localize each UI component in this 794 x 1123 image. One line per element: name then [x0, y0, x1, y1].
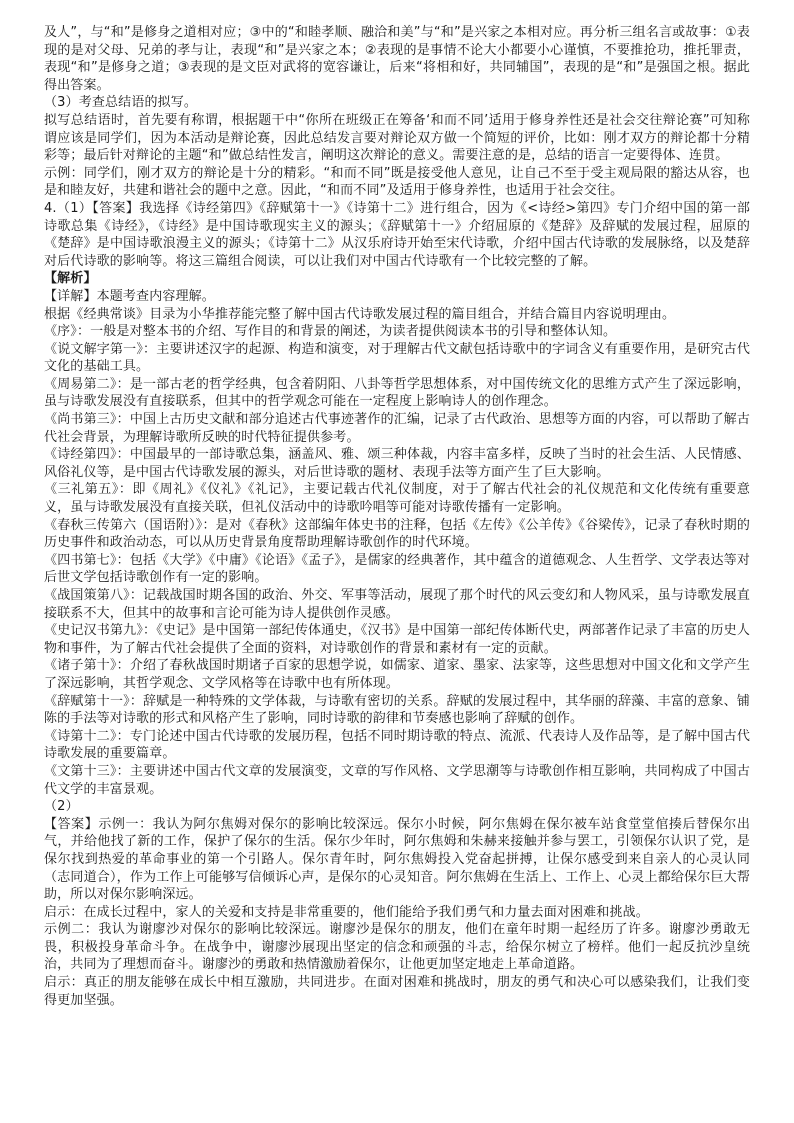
paragraph: 示例二：我认为谢廖沙对保尔的影响比较深远。谢廖沙是保尔的朋友，他们在童年时期一起经历了许多。谢廖沙勇敢无畏，积极投身革命斗争。在战争中，谢廖沙展现出坚定的信念和顽强的斗志，给保尔树立了榜样。他们一起反抗沙皇统治，共同为了理想而奋斗。谢廖沙的勇敢和热情激励着保尔，让他更加坚定地走上革命道路。: [44, 922, 750, 973]
paragraph: （2）: [44, 799, 79, 815]
paragraph: 《周易第二》：是一部古老的哲学经典，包含着阴阳、八卦等哲学思想体系，对中国传统文化的思维方式产生了深远影响，虽与诗歌发展没有直接联系，但其中的哲学观念可能在一定程度上影响诗人的创作理念。: [44, 376, 750, 410]
paragraph: 启示：在成长过程中，家人的关爱和支持是非常重要的，他们能给予我们勇气和力量去面对困难和挑战。: [44, 904, 649, 920]
paragraph: 《战国策第八》：记载战国时期各国的政治、外交、军事等活动，展现了那个时代的风云变幻和人物风采，虽与诗歌发展直接联系不大，但其中的故事和言论可能为诗人提供创作灵感。: [44, 588, 750, 621]
paragraph: 《春秋三传第六（国语附）》：是对《春秋》这部编年体史书的注释，包括《左传》《公羊传》《谷梁传》，记录了春秋时期的历史事件和政治动态，可以从历史背景角度帮助理解诗歌创作的时代环境。: [44, 517, 750, 551]
paragraph: 及人”，与“和”是修身之道相对应；③中的“和睦孝顺、融洽和美”与“和”是兴家之本相对应。再分析三组名言或故事：①表现的是对父母、兄弟的孝与让，表现“和”是兴家之本；②表现的是事情不论大小都要小心谨慎，不要推抢功，推托罪责，表现“和”是修身之道；③表现的是文臣对武将的宽容谦让，后来“将相和好，共同辅国”，表现的是“和”是强国之根。据此得出答案。: [44, 25, 750, 93]
paragraph: 《三礼第五》：即《周礼》《仪礼》《礼记》，主要记载古代礼仪制度，对于了解古代社会的礼仪规范和文化传统有重要意义，虽与诗歌发展没有直接关联，但礼仪活动中的诗歌吟唱等可能对诗歌传播有一定影响。: [44, 482, 750, 516]
paragraph: 《说文解字第一》：主要讲述汉字的起源、构造和演变，对于理解古代文献包括诗歌中的字词含义有重要作用，是研究古代文化的基础工具。: [44, 341, 750, 375]
paragraph: 根据《经典常谈》目录为小华推荐能完整了解中国古代诗歌发展过程的篇目组合，并结合篇目内容说明理由。: [44, 306, 676, 322]
paragraph: 【详解】本题考查内容理解。: [44, 288, 215, 304]
paragraph: 4.（1）【答案】我选择《诗经第四》《辞赋第十一》《诗第十二》进行组合，因为《<诗经>第四》专门介绍中国的第一部诗歌总集《诗经》，《诗经》是中国诗歌现实主义的源头；《辞赋第十一》介绍屈原的《楚辞》及辞赋的发展过程，屈原的《楚辞》是中国诗歌浪漫主义的源头；《诗第十二》从汉乐府诗开始至宋代诗歌，介绍中国古代诗歌的发展脉络，以及楚辞对后代诗歌的影响等。将这三篇组合阅读，可以让我们对中国古代诗歌有一个比较完整的了解。: [44, 200, 750, 269]
paragraph: 《诸子第十》：介绍了春秋战国时期诸子百家的思想学说，如儒家、道家、墨家、法家等，这些思想对中国文化和文学产生了深远影响，其哲学观念、文学风格等在诗歌中也有所体现。: [44, 658, 750, 691]
paragraph: 《文第十三》：主要讲述中国古代文章的发展演变，文章的写作风格、文学思潮等与诗歌创作相互影响，共同构成了中国古代文学的丰富景观。: [44, 763, 750, 797]
paragraph: 《史记汉书第九》：《史记》是中国第一部纪传体通史，《汉书》是中国第一部纪传体断代史，两部著作记录了丰富的历史人物和事件，为了解古代社会提供了全面的资料，对诗歌创作的背景和素材有一定的贡献。: [44, 623, 750, 656]
paragraph: 《诗第十二》：专门论述中国古代诗歌的发展历程，包括不同时期诗歌的特点、流派、代表诗人及作品等，是了解中国古代诗歌发展的重要篇章。: [44, 728, 750, 762]
paragraph: 《诗经第四》：中国最早的一部诗歌总集，涵盖风、雅、颂三种体裁，内容丰富多样，反映了当时的社会生活、人民情感、风俗礼仪等，是中国古代诗歌发展的源头，对后世诗歌的题材、表现手法等方面产生了巨大影响。: [44, 447, 750, 480]
paragraph: 【答案】示例一：我认为阿尔焦姆对保尔的影响比较深远。保尔小时候，阿尔焦姆在保尔被车站食堂堂倌揍后替保尔出气，并给他找了新的工作，保护了保尔的生活。保尔少年时，阿尔焦姆和朱赫来接触并参与罢工，引领保尔认识了党，是保尔找到热爱的革命事业的第一个引路人。保尔青年时，阿尔焦姆投入党奋起拼搏，让保尔感受到来自亲人的心灵认同（志同道合），作为工作上可能够写信倾诉心声，是保尔的心灵知音。阿尔焦姆在生活上、工作上、心灵上都给保尔巨大帮助，所以对保尔影响深远。: [44, 816, 750, 903]
paragraph: 示例：同学们，刚才双方的辩论是十分的精彩。“和而不同”既是接受他人意见，让自己不至于受主观局限的豁达从容，也是和睦友好，共建和谐社会的题中之意。因此，“和而不同”及适用于修身养性，也适用于社会交往。: [44, 165, 750, 199]
paragraph: 拟写总结语时，首先要有称谓，根据题干中“你所在班级正在筹备‘和而不同’适用于修身养性还是社会交往辩论赛”可知称谓应该是同学们，因为本活动是辩论赛，因此总结发言要对辩论双方做一个简短的评价，比如：刚才双方的辩论都十分精彩等；最后针对辩论的主题“和”做总结性发言，阐明这次辩论的意义。需要注意的是，总结的语言一定要得体、连贯。: [44, 112, 750, 164]
paragraph: 启示：真正的朋友能够在成长中相互激励，共同进步。在面对困难和挑战时，朋友的勇气和决心可以感染我们，让我们变得更加坚强。: [44, 975, 750, 1008]
paragraph: 《四书第七》：包括《大学》《中庸》《论语》《孟子》，是儒家的经典著作，其中蕴含的道德观念、人生哲学、文学表达等对后世文学包括诗歌创作有一定的影响。: [44, 552, 750, 586]
paragraph: 《尚书第三》：中国上古历史文献和部分追述古代事迹著作的汇编，记录了古代政治、思想等方面的内容，可以帮助了解古代社会背景，为理解诗歌所反映的时代特征提供参考。: [44, 412, 750, 445]
paragraph: 《辞赋第十一》：辞赋是一种特殊的文学体裁，与诗歌有密切的关系。辞赋的发展过程中，其华丽的辞藻、丰富的意象、铺陈的手法等对诗歌的形式和风格产生了影响，同时诗歌的韵律和节奏感也影响了辞赋的创作。: [44, 693, 750, 727]
paragraph: （3）考查总结语的拟写。: [44, 95, 198, 111]
section-heading: 【解析】: [44, 271, 97, 287]
paragraph: 《序》：一般是对整本书的介绍、写作目的和背景的阐述，为读者提供阅读本书的引导和整体认知。: [44, 324, 617, 340]
